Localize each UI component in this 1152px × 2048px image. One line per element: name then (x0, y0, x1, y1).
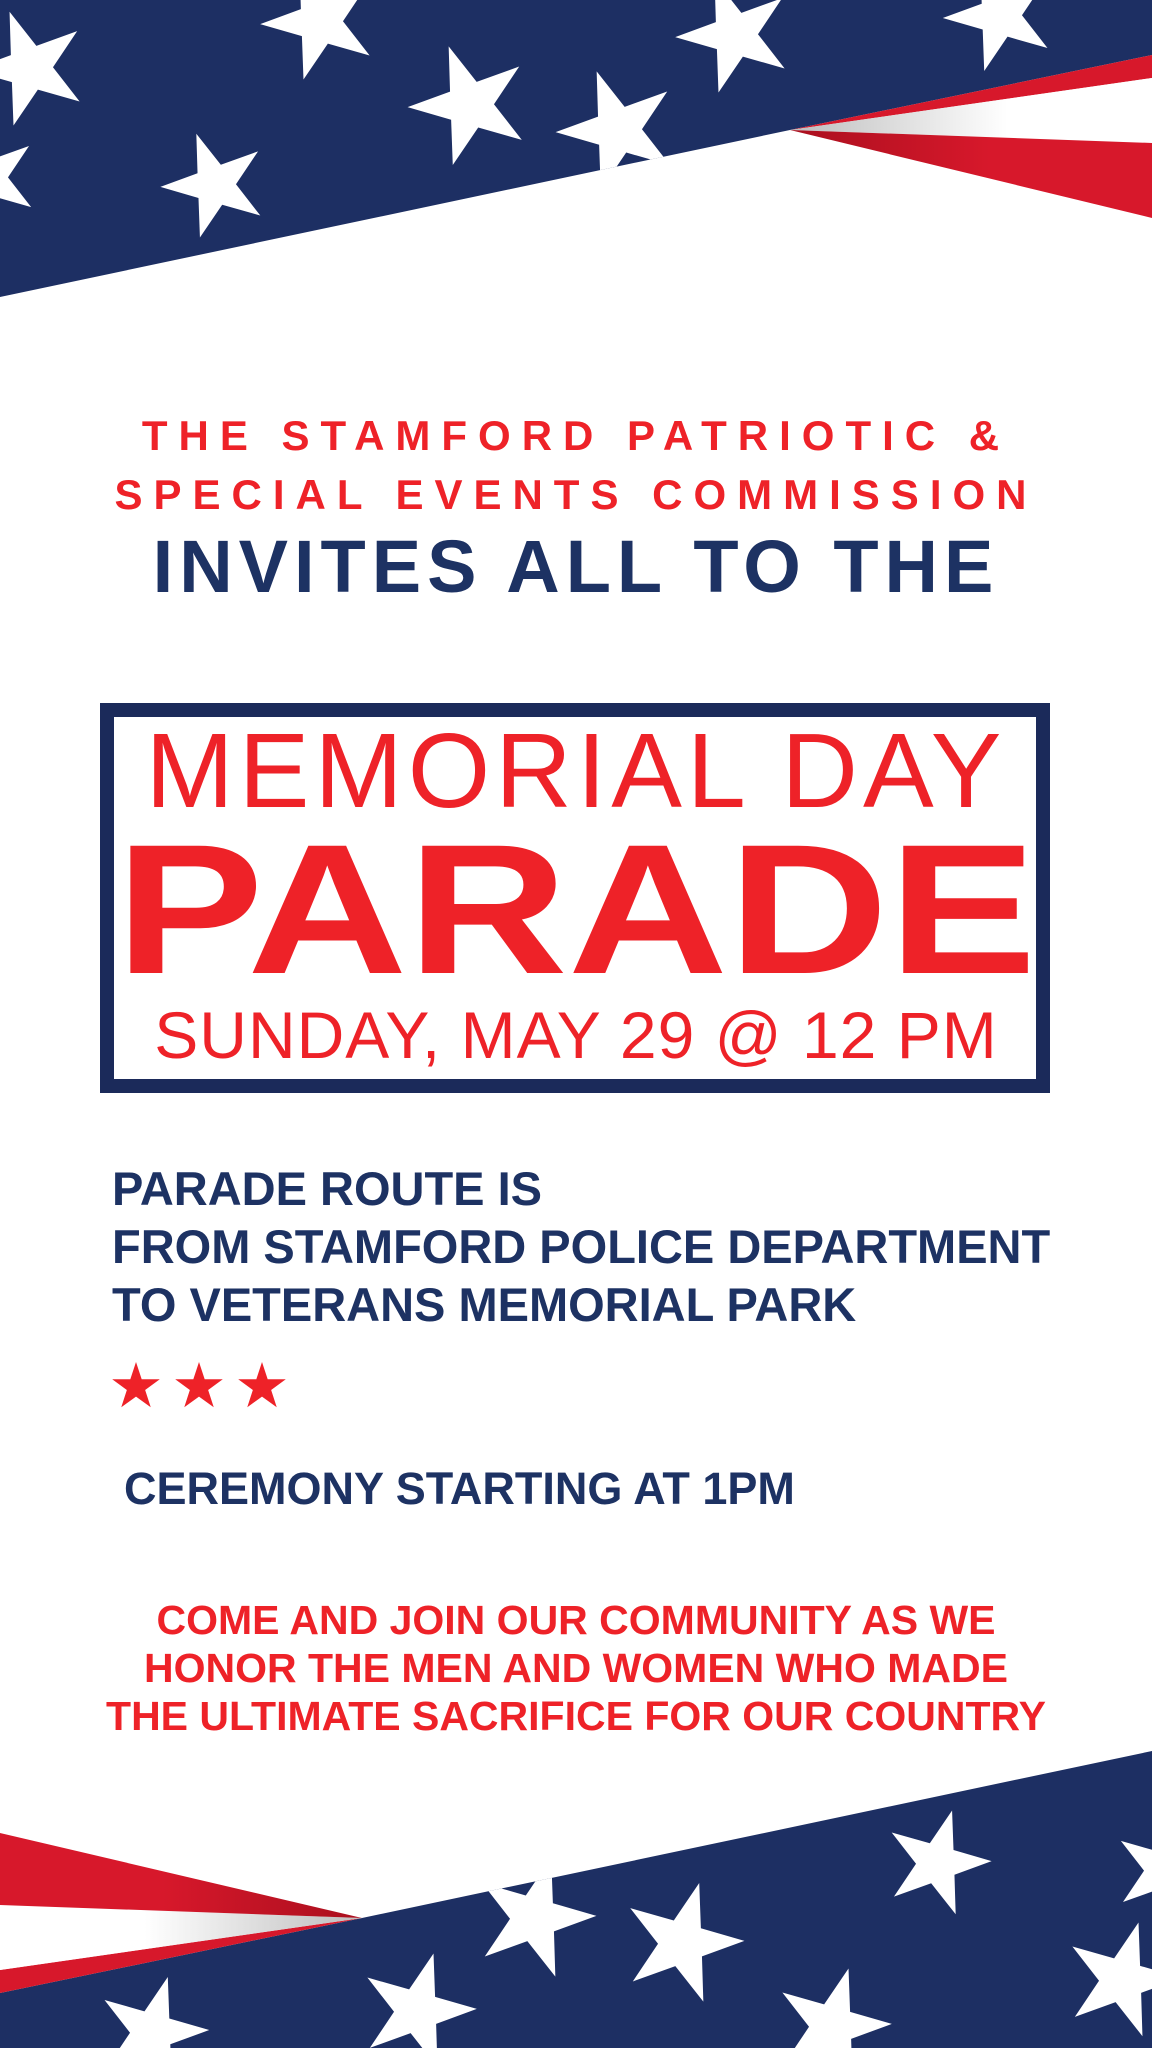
organizer-line-2: SPECIAL EVENTS COMMISSION (114, 471, 1038, 518)
flag-banner-top (0, 0, 1152, 305)
closing-message (0, 1596, 1152, 1740)
route-line-2: FROM STAMFORD POLICE DEPARTMENT (112, 1220, 1051, 1273)
event-title-line-1: MEMORIAL DAY (145, 712, 1007, 830)
organizer-heading (0, 406, 1152, 524)
flag-banner-bottom (0, 1743, 1152, 2048)
red-star-icon (235, 1361, 289, 1413)
route-line-3: TO VETERANS MEMORIAL PARK (112, 1278, 857, 1331)
flag-stripe-red (790, 130, 1152, 218)
ceremony-line: CEREMONY STARTING AT 1PM (124, 1463, 795, 1514)
route-description (112, 1160, 1050, 1334)
organizer-line-1: THE STAMFORD PATRIOTIC & (141, 412, 1011, 459)
star-divider (109, 1361, 289, 1413)
red-star-icon (109, 1361, 163, 1413)
event-datetime: SUNDAY, MAY 29 @ 12 PM (154, 998, 998, 1072)
closing-line-1: COME AND JOIN OUR COMMUNITY AS WE (156, 1597, 996, 1643)
red-star-icon (172, 1361, 226, 1413)
closing-line-3: THE ULTIMATE SACRIFICE FOR OUR COUNTRY (106, 1693, 1046, 1739)
flag-stripe-red (0, 1833, 362, 1918)
invitation-line: INVITES ALL TO THE (152, 525, 1000, 608)
event-title-line-2: PARADE (115, 807, 1037, 1013)
route-line-1: PARADE ROUTE IS (112, 1162, 542, 1215)
closing-line-2: HONOR THE MEN AND WOMEN WHO MADE (144, 1645, 1008, 1691)
